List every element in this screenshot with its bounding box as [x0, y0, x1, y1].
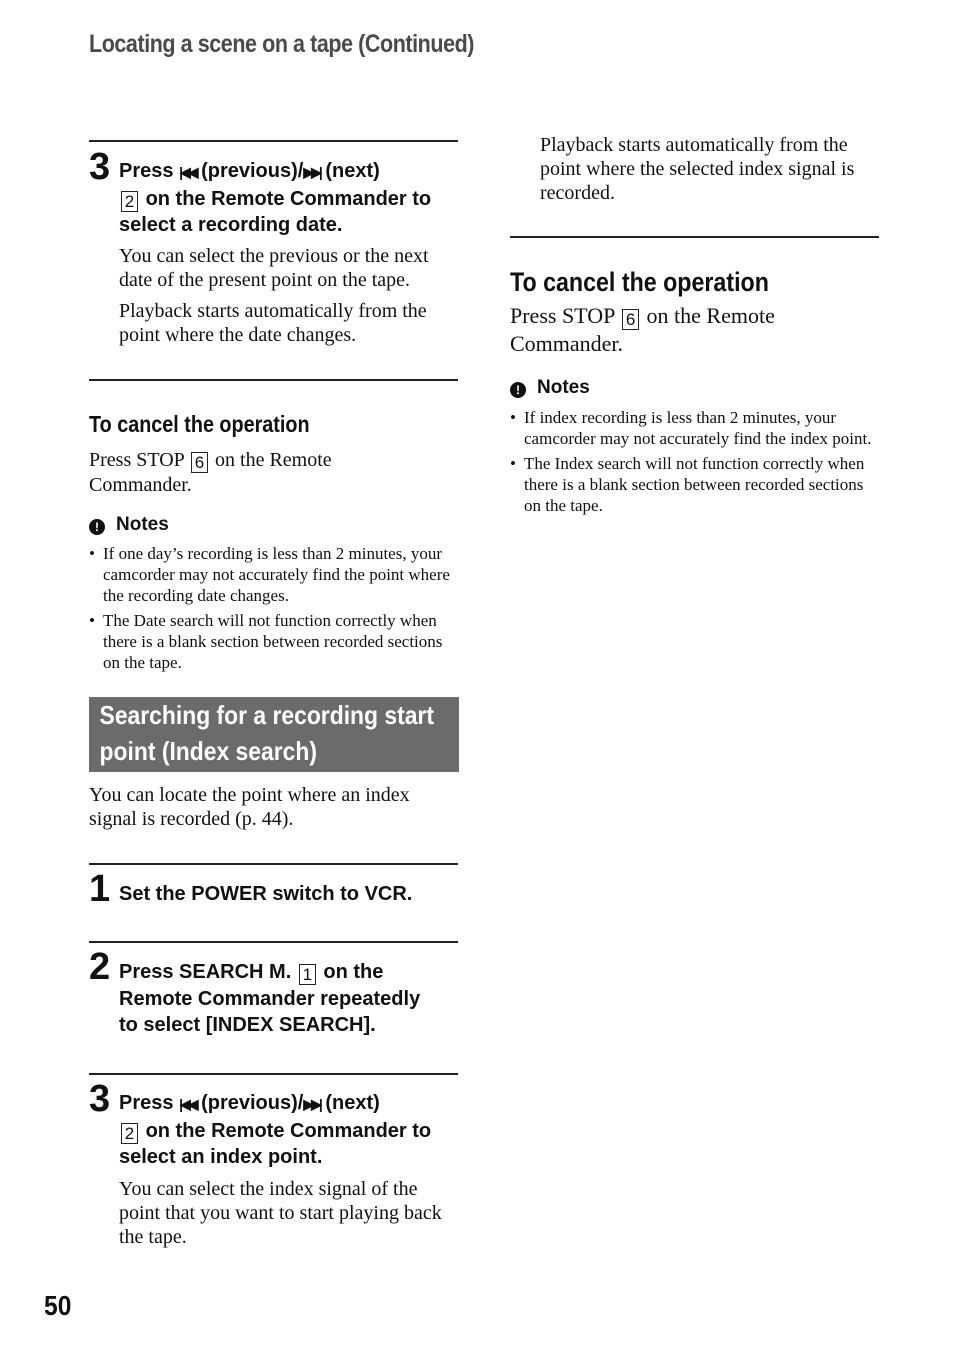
list-item: • If index recording is less than 2 minutes, your camcorder may not accurately find the index point.	[510, 407, 878, 449]
step-divider	[89, 140, 458, 142]
notes-warning-icon: !	[89, 519, 105, 535]
callout-box: 2	[121, 191, 138, 212]
divider	[510, 236, 879, 238]
cancel-text-part: on the Remote Commander.	[510, 303, 775, 356]
step-number: 2	[89, 946, 111, 988]
list-item: • If one day’s recording is less than 2 minutes, your camcorder may not accurately find the point where the recording date changes.	[89, 543, 457, 606]
step-title-text: Remote Commander repeatedly	[119, 987, 421, 1010]
list-item: • The Date search will not function correctly when there is a blank section between recorded sections on the tape.	[89, 610, 457, 673]
paragraph: Playback starts automatically from the point where the date changes.	[119, 300, 427, 346]
step-divider	[89, 941, 458, 943]
step-title-text: (next)	[325, 160, 380, 182]
section-title-line: point (Index search)	[99, 736, 317, 766]
step-title-text: to select [INDEX SEARCH].	[119, 1014, 376, 1036]
cancel-text	[89, 448, 389, 497]
step-body	[119, 1177, 459, 1256]
step-title-text: (next)	[325, 1092, 380, 1114]
paragraph: You can select the previous or the next date of the present point on the tape.	[119, 245, 429, 291]
notes-heading-text: Notes	[116, 514, 169, 535]
step-title-text: on the Remote Commander to	[145, 1119, 432, 1142]
notes-heading	[510, 377, 590, 399]
notes-heading	[89, 514, 169, 536]
cancel-text-part: Press STOP	[510, 303, 615, 328]
previous-icon: |◀◀	[179, 1096, 196, 1112]
cancel-text-part: Press STOP	[89, 449, 185, 471]
running-head: Locating a scene on a tape (Continued)	[89, 30, 475, 58]
step-title: Set the POWER switch to VCR.	[119, 883, 413, 905]
step-title-text: (previous)/	[201, 160, 304, 182]
page-number: 50	[44, 1290, 72, 1321]
step-title-text: on the	[323, 961, 384, 983]
step-number: 3	[89, 146, 111, 188]
step-divider	[89, 1073, 458, 1075]
callout-box: 1	[299, 964, 316, 985]
step-number: 1	[89, 868, 111, 910]
step-body-continued	[540, 133, 880, 212]
paragraph: Playback starts automatically from the point where the selected index signal is recorded.	[540, 134, 855, 204]
step-divider	[89, 863, 458, 865]
section-title-line: Searching for a recording start	[99, 700, 434, 730]
step-title-text: select a recording date.	[119, 214, 343, 236]
next-icon: ▶▶|	[303, 164, 320, 180]
notes-heading-text: Notes	[537, 377, 590, 398]
cancel-text	[510, 302, 810, 358]
step-title	[119, 158, 464, 239]
callout-box: 6	[622, 309, 639, 330]
callout-box: 6	[191, 452, 208, 473]
section-banner	[89, 697, 459, 772]
step-title	[119, 959, 464, 1039]
step-title-text: Press	[119, 160, 174, 182]
notes-warning-icon: !	[510, 382, 526, 398]
step-body	[119, 244, 459, 354]
step-title-text: (previous)/	[201, 1092, 304, 1114]
step-number: 3	[89, 1078, 111, 1120]
cancel-heading: To cancel the operation	[89, 411, 310, 437]
next-icon: ▶▶|	[303, 1096, 320, 1112]
previous-icon: |◀◀	[179, 164, 196, 180]
step-title-text: select an index point.	[119, 1146, 323, 1168]
list-item: • The Index search will not function correctly when there is a blank section between recorded sections on the tape.	[510, 453, 878, 516]
section-intro: You can locate the point where an index signal is recorded (p. 44).	[89, 784, 410, 830]
step-title-text: on the Remote Commander to	[145, 187, 432, 210]
step-title-text: Press SEARCH M.	[119, 961, 292, 983]
callout-box: 2	[121, 1123, 138, 1144]
cancel-heading: To cancel the operation	[510, 267, 769, 297]
notes-list	[510, 407, 878, 520]
paragraph: You can select the index signal of the point that you want to start playing back the tape.	[119, 1178, 442, 1248]
notes-list	[89, 543, 457, 677]
divider	[89, 379, 458, 381]
step-title	[119, 1090, 464, 1171]
step-title-text: Press	[119, 1092, 174, 1114]
cancel-text-part: on the Remote Commander.	[89, 449, 332, 496]
